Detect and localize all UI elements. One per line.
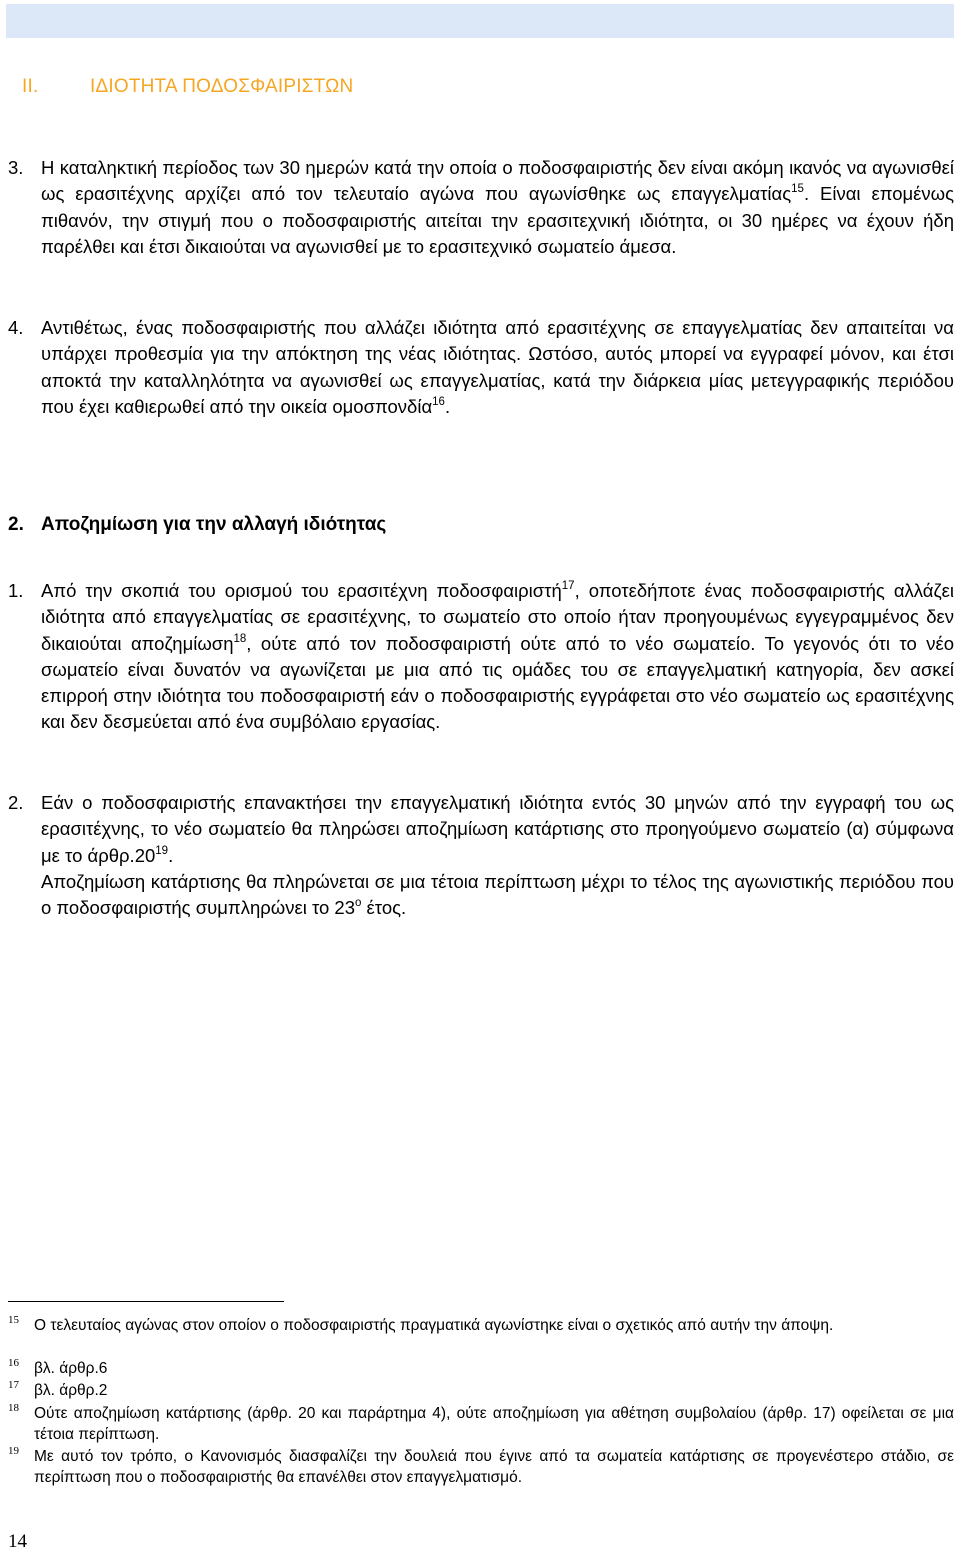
text-run: . bbox=[444, 395, 451, 417]
footnote-number: 16 bbox=[8, 1357, 19, 1369]
text-run: , οποτεδήποτε ένας ποδοσφαιριστής αλλάζει ιδιότητα από επαγγελματίας σε ερασιτέχνης, το σωματείο στο οποίο ήταν προηγουμένως εγγεγραμμένος δεν δικαιούται αποζημίωση bbox=[41, 580, 954, 654]
text-run: , ούτε από τον ποδοσφαιριστή ούτε από το νέο σωματείο. Το γεγονός ότι το νέο σωματείο είναι δυνατόν να αγωνίζεται με μια από τις ομάδες του σε επαγγελματική κατηγορία, δεν ασκεί επιρροή στην ιδιότητα του ποδοσφαιριστή εάν ο ποδοσφαιριστής εγγράφεται στο νέο σωματείο ως ερασιτέχνης και δεν δεσμεύεται από ένα συμβόλαιο εργασίας. bbox=[41, 632, 955, 733]
ordinal-superscript: ο bbox=[355, 897, 362, 910]
paragraph-text-continued bbox=[41, 869, 954, 922]
paragraph-text bbox=[41, 155, 954, 260]
footnote-text: Ο τελευταίος αγώνας στον οποίον ο ποδοσφαιριστής πραγματικά αγωνίστηκε είναι ο σχετικός από αυτήν την άποψη. bbox=[34, 1317, 834, 1334]
text-run: . Είναι επομένως πιθανόν, την στιγμή που ο ποδοσφαιριστής αιτείται την ερασιτεχνική ιδιότητα, οι 30 ημέρες να έχουν ήδη παρέλθει και έτσι δικαιούται να αγωνισθεί με το ερασιτεχνικό σωματείο άμεσα. bbox=[41, 183, 954, 257]
text-run: Από την σκοπιά του ορισμού του ερασιτέχνη ποδοσφαιριστή bbox=[41, 580, 562, 601]
paragraph-marker: 4. bbox=[8, 317, 24, 338]
section-title: ΙΔΙΟΤΗΤΑ ΠΟΔΟΣΦΑΙΡΙΣΤΩΝ bbox=[90, 76, 354, 97]
footnote-18 bbox=[8, 1403, 954, 1445]
subsection-title: Αποζημίωση για την αλλαγή ιδιότητας bbox=[41, 514, 387, 535]
footnote-text: βλ. άρθρ.6 bbox=[34, 1360, 108, 1377]
paragraph-marker: 2. bbox=[8, 792, 24, 813]
footnote-separator bbox=[8, 1301, 284, 1302]
footnote-number: 17 bbox=[8, 1379, 19, 1391]
paragraph-text bbox=[41, 578, 954, 736]
paragraph-b1 bbox=[8, 578, 954, 736]
footnote-ref-15[interactable]: 15 bbox=[791, 183, 804, 196]
section-heading bbox=[22, 76, 353, 98]
footnote-ref-16[interactable]: 16 bbox=[432, 395, 445, 408]
footnote-number: 19 bbox=[8, 1445, 19, 1457]
footnote-ref-17[interactable]: 17 bbox=[561, 580, 575, 592]
page-number: 14 bbox=[8, 1531, 27, 1552]
footnote-ref-19[interactable]: 19 bbox=[155, 844, 169, 857]
subsection-heading bbox=[8, 514, 386, 536]
paragraph-b2 bbox=[8, 790, 954, 921]
footnote-19 bbox=[8, 1446, 954, 1488]
footnote-text: Με αυτό τον τρόπο, ο Κανονισμός διασφαλίζει την δουλειά που έγινε από τα σωματεία κατάρτισης σε προγενέστερο στάδιο, σε περίπτωση που ο ποδοσφαιριστής θα επανέλθει στον επαγγελματισμό. bbox=[34, 1448, 954, 1486]
text-run: Αποζημίωση κατάρτισης θα πληρώνεται σε μια τέτοια περίπτωση μέχρι το τέλος της αγωνιστικής περιόδου που ο ποδοσφαιριστής συμπληρώνει το 23 bbox=[41, 870, 954, 919]
footnote-15 bbox=[8, 1315, 954, 1336]
paragraph-marker: 1. bbox=[8, 580, 24, 601]
text-run: Η καταληκτική περίοδος των 30 ημερών κατά την οποία ο ποδοσφαιριστής δεν είναι ακόμη ικανός να αγωνισθεί ως ερασιτέχνης αρχίζει από τον τελευταίο αγώνα που αγωνίσθηκε ως επαγγελματίας bbox=[41, 157, 954, 205]
subsection-number: 2. bbox=[8, 514, 24, 535]
footnote-ref-18[interactable]: 18 bbox=[233, 632, 247, 645]
section-number: II. bbox=[22, 76, 39, 97]
text-run: . bbox=[168, 844, 174, 866]
paragraph-marker: 3. bbox=[8, 157, 24, 178]
footnote-text: βλ. άρθρ.2 bbox=[34, 1382, 108, 1399]
footnote-number: 15 bbox=[8, 1314, 19, 1326]
paragraph-3 bbox=[8, 155, 954, 260]
footnote-17 bbox=[8, 1380, 954, 1401]
footnote-number: 18 bbox=[8, 1402, 19, 1414]
text-run: Αντιθέτως, ένας ποδοσφαιριστής που αλλάζει ιδιότητα από ερασιτέχνης σε επαγγελματίας δεν απαιτείται να υπάρχει προθεσμία για την απόκτηση της νέας ιδιότητας. Ωστόσο, αυτός μπορεί να εγγραφεί μόνον, και έτσι αποκτά την καταλληλότητα να αγωνισθεί ως επαγγελματίας, κατά την διάρκεια μίας μετεγγραφικής περιόδου που έχει καθιερωθεί από την οικεία ομοσπονδία bbox=[41, 317, 954, 417]
header-banner bbox=[6, 4, 954, 38]
text-run: έτος. bbox=[361, 897, 407, 919]
paragraph-4 bbox=[8, 315, 954, 420]
paragraph-text bbox=[41, 315, 954, 420]
paragraph-text bbox=[41, 790, 954, 869]
footnote-16 bbox=[8, 1358, 954, 1379]
text-run: Εάν ο ποδοσφαιριστής επανακτήσει την επαγγελματική ιδιότητα εντός 30 μηνών από την εγγραφή του ως ερασιτέχνης, το νέο σωματείο θα πληρώσει αποζημίωση κατάρτισης στο προηγούμενο σωματείο (α) σύμφωνα με το άρθρ.20 bbox=[41, 792, 954, 866]
footnote-text: Ούτε αποζημίωση κατάρτισης (άρθρ. 20 και παράρτημα 4), ούτε αποζημίωση για αθέτηση συμβολαίου (άρθρ. 17) οφείλεται σε μια τέτοια περίπτωση. bbox=[34, 1405, 954, 1443]
